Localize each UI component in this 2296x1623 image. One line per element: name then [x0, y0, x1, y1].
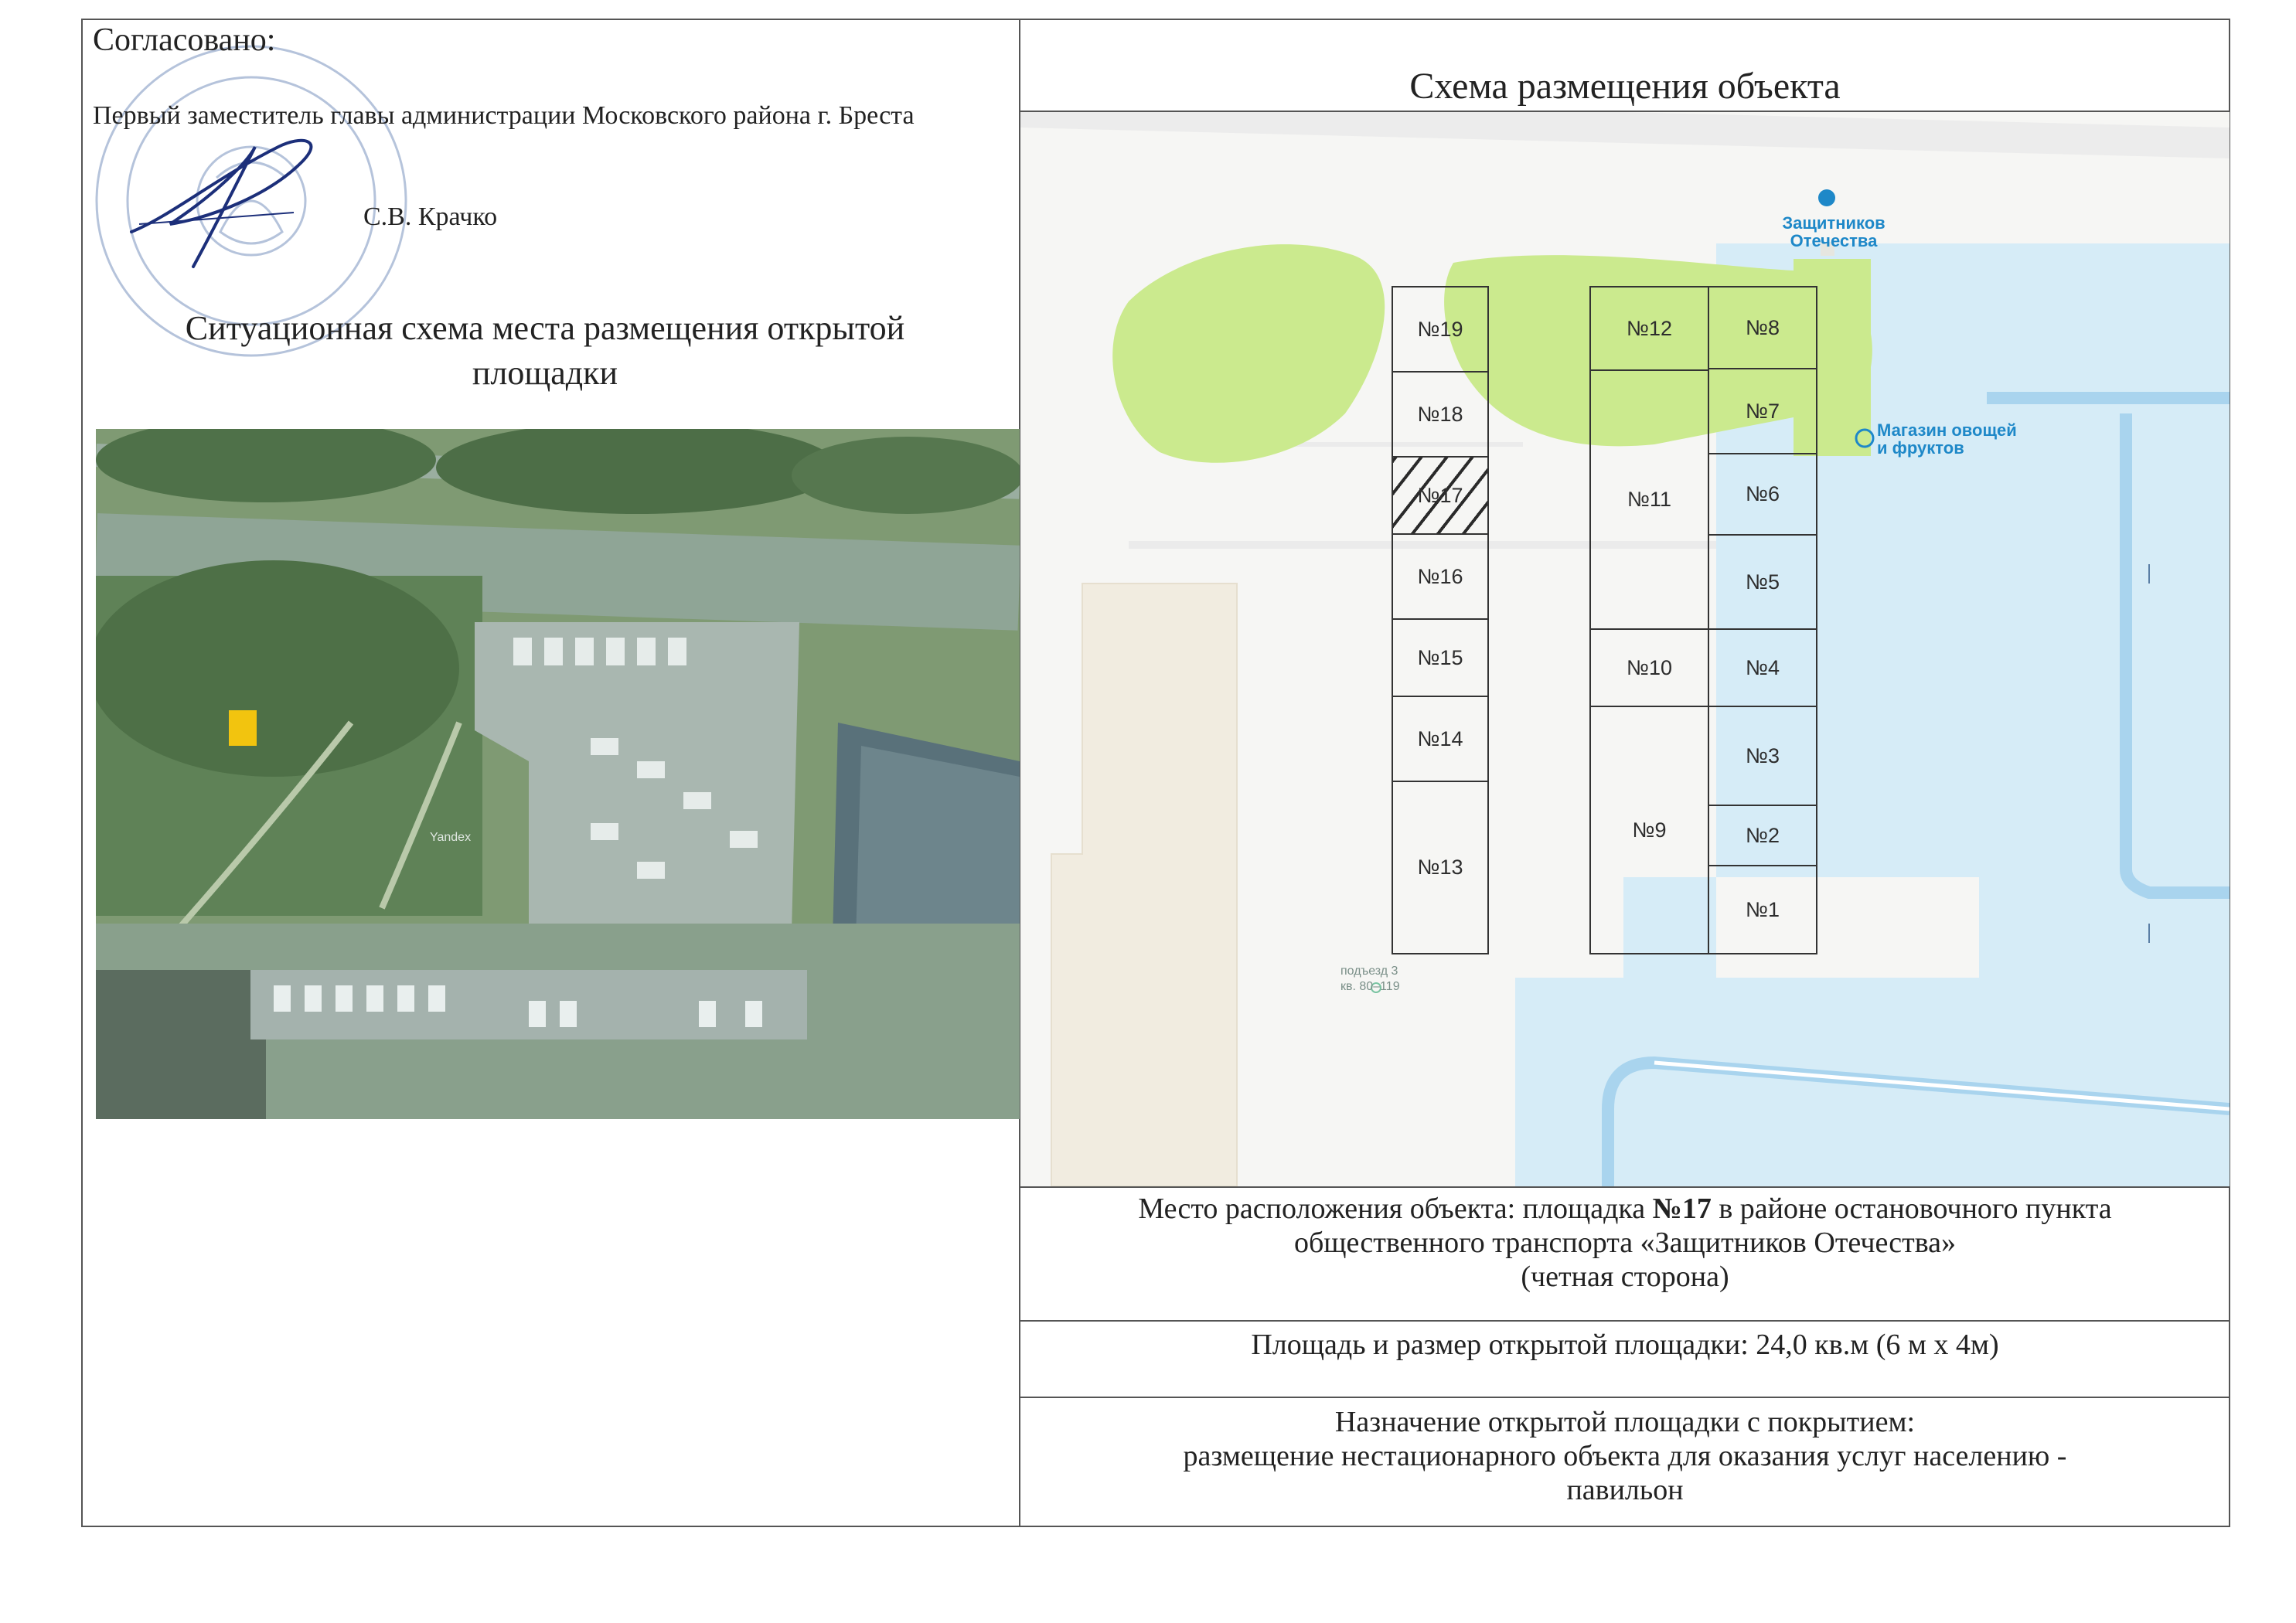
approver-name: С.В. Крачко [363, 202, 498, 231]
site-cell-10[interactable]: №10 [1589, 628, 1709, 707]
site-cell-11[interactable]: №11 [1589, 369, 1709, 630]
site-cell-12[interactable]: №12 [1589, 286, 1709, 371]
approver-position: Первый заместитель главы администрации Московского района г. Бреста [93, 101, 915, 130]
site-cell-3[interactable]: №3 [1708, 706, 1817, 806]
area-divider [1020, 1320, 2230, 1322]
location-line3: (четная сторона) [1521, 1261, 1729, 1293]
location-site: №17 [1652, 1193, 1712, 1225]
purpose-line2: размещение нестационарного объекта для оказания услуг населению - [1183, 1440, 2067, 1472]
site-cell-7[interactable]: №7 [1708, 368, 1817, 454]
signature [124, 131, 340, 270]
entrance-label-line2: кв. 80–119 [1340, 980, 1400, 993]
shop-label-line1: Магазин овощей [1877, 420, 2017, 440]
approval-heading: Согласовано: [93, 22, 276, 58]
site-cell-4[interactable]: №4 [1708, 628, 1817, 707]
aerial-photo [96, 429, 1020, 1119]
purpose-line3: павильон [1566, 1474, 1684, 1506]
site-cell-8[interactable]: №8 [1708, 286, 1817, 369]
stop-label-line2: Отечества [1790, 231, 1878, 250]
site-scheme-map [1020, 112, 2230, 1186]
scheme-title: Схема размещения объекта [1409, 66, 1841, 107]
situational-scheme-title: Ситуационная схема места размещения открытой площадки [185, 309, 905, 392]
map-watermark: Yandex [430, 831, 472, 844]
site-cell-1[interactable]: №1 [1708, 865, 1817, 954]
site-cell-16[interactable]: №16 [1392, 533, 1489, 620]
site-cell-15[interactable]: №15 [1392, 618, 1489, 697]
stop-label-line1: Защитников [1782, 213, 1886, 233]
purpose-divider [1020, 1397, 2230, 1398]
bus-stop-icon [1818, 189, 1835, 206]
site-cell-6[interactable]: №6 [1708, 453, 1817, 536]
location-description [1020, 1192, 2230, 1294]
site-cell-17-label: №17 [1417, 483, 1463, 507]
location-line2: общественного транспорта «Защитников Отечества» [1293, 1227, 1957, 1259]
purpose-description [1020, 1405, 2230, 1507]
site-cell-2[interactable]: №2 [1708, 805, 1817, 866]
site-cell-19[interactable]: №19 [1392, 286, 1489, 373]
location-suffix: в районе остановочного пункта [1711, 1193, 2112, 1225]
location-prefix: Место расположения объекта: площадка [1138, 1193, 1653, 1225]
site-cell-18[interactable]: №18 [1392, 371, 1489, 458]
site-cell-14[interactable]: №14 [1392, 696, 1489, 782]
entrance-label-line1: подъезд 3 [1340, 965, 1398, 978]
purpose-line1: Назначение открытой площадки с покрытием: [1334, 1406, 1916, 1438]
site-cell-5[interactable]: №5 [1708, 534, 1817, 630]
site-cell-13[interactable]: №13 [1392, 781, 1489, 954]
site-cell-9[interactable]: №9 [1589, 706, 1709, 954]
location-divider [1020, 1186, 2230, 1188]
site-cell-17[interactable] [1392, 456, 1489, 535]
area-description: Площадь и размер открытой площадки: 24,0 кв.м (6 м х 4м) [1251, 1329, 1999, 1361]
shop-label-line2: и фруктов [1877, 438, 1964, 458]
